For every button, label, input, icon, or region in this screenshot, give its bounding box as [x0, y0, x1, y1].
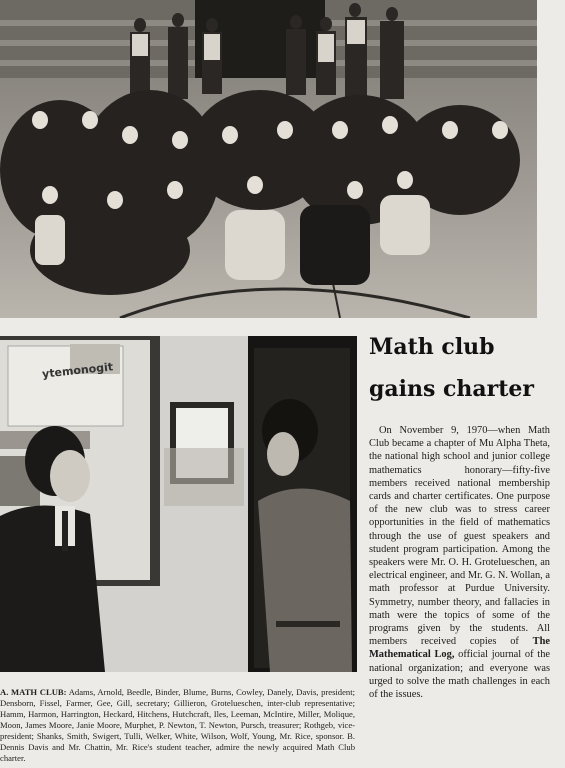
article-body [369, 424, 550, 701]
article-headline [369, 326, 559, 410]
body-text-part-2: official journal of the national organization; and everyone was urged to solve the math challenges in each of the issues. [369, 649, 551, 701]
journal-title: The Mathematical Log, [369, 636, 550, 661]
headline-line-2: gains charter [369, 376, 535, 402]
charter-photo-illustration [0, 336, 357, 672]
headline-line-1: Math club [369, 334, 495, 360]
caption-label: A. MATH CLUB: [0, 687, 67, 697]
photo-caption [0, 687, 355, 764]
group-photo-illustration [0, 0, 537, 318]
poster-text: ytemonogit [41, 360, 114, 381]
group-photo [0, 0, 537, 318]
charter-photo [0, 336, 357, 672]
caption-text: Adams, Arnold, Beedle, Binder, Blume, Burns, Cowley, Danely, Davis, president; Densborn, Fissel, Farmer, Gee, Gill, secretary; Gillieron, Grotelueschen, inter-club representative; Hamm, Harmon, Harrington, Heckard, Hitchens, Hutchcraft, Iles, Leeman, McIntire, Miller, Molique, Moon, James Moore, Janie Moore, Murphet, P. Newton, T. Newton, Pursch, treasurer; Rothgeb, vice-president; Shanks, Smith, Swigert, Tulli, Welker, White, Wilson, Wolf, Young, Mr. Rice, sponsor. B. Dennis Davis and Mr. Chattin, Mr. Rice's student teacher, admire the newly acquired Math Club charter. [0, 687, 355, 763]
body-text-part-1: On November 9, 1970—when Math Club became a chapter of Mu Alpha Theta, the national high school and junior college mathematics honorary—fifty-five members received national membership cards and charter certificates. One purpose of the new club was to stress career opportunities in the field of mathematics through the use of guest speakers and student program participation. Among the speakers were Mr. O. H. Grotelueschen, an electrical engineer, and Mr. G. N. Wollan, a math professor at Purdue University. Symmetry, number theory, and fallacies in math were the topics of some of the programs given by the students. All members received copies of [369, 425, 550, 648]
